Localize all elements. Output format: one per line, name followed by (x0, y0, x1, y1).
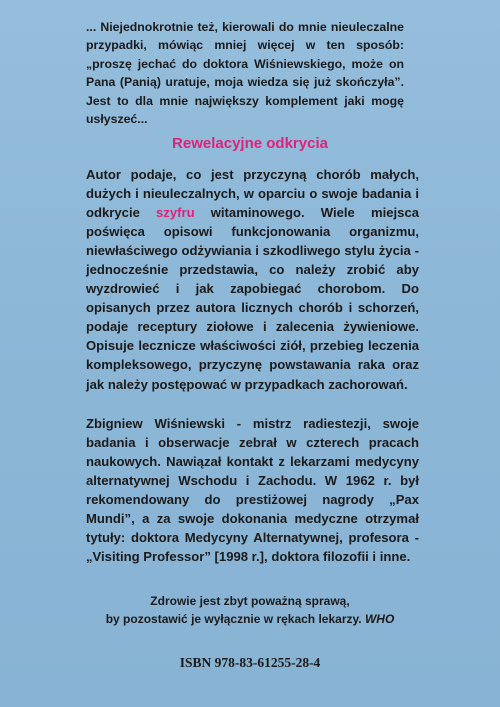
highlighted-word: szyfru (156, 205, 195, 221)
quote-text: ... Niejednokrotnie też, kierowali do mnie nieuleczalne przypadki, mówiąc mniej więcej w ten sposób: „proszę jechać do doktora Wiśniewskiego, może on Pana (Panią) uratuje, moja wiedza się już skończyła”. Jest to dla mnie największy komplement jaki mogę usłyszeć... (86, 20, 404, 127)
motto-line-2-text: by pozostawić je wyłącznie w rękach lekarzy. (105, 612, 362, 626)
motto-line-1: Zdrowie jest zbyt poważną sprawą, (150, 594, 350, 608)
quote-paragraph (86, 18, 404, 128)
author-bio-text: Zbigniew Wiśniewski - mistrz radiestezji, swoje badania i obserwacje zebrał w czterech pracach naukowych. Nawiązał kontakt z lekarzami medycyny alternatywnej Wschodu i Zachodu. W 1962 r. był rekomendowany do prestiżowej nagrody „Pax Mundi”, a za swoje dokonania medyczne otrzymał tytuły: doktora Medycyny Alternatywnej, profesora - „Visiting Professor” [1998 r.], doktora filozofii i inne. (86, 416, 419, 565)
section-heading: Rewelacyjne odkrycia (172, 135, 328, 152)
motto-author: WHO (364, 612, 395, 626)
description-text-end: witaminowego. Wiele miejsca poświęca opisowi funkcjonowania organizmu, niewłaściwego odżywiania i szkodliwego stylu życia - jednocześnie przedstawia, co należy zrobić aby wyzdrowieć i jak zapobiegać chorobom. Do opisanych przez autora licznych chorób i schorzeń, podaje receptury ziołowe i zalecenia żywieniowe. Opisuje lecznicze właściwości ziół, przebieg leczenia kompleksowego, przyczynę powstawania raka oraz jak należy postępować w przypadkach zachorowań. (86, 205, 420, 392)
description-text-start: Autor podaje, co jest przyczyną chorób małych, dużych i nieuleczalnych, w oparciu o swoje badania i odkrycie (86, 167, 419, 221)
motto-line-2 (0, 610, 500, 628)
motto (0, 592, 500, 628)
isbn-number: ISBN 978-83-61255-28-4 (179, 655, 321, 670)
description-paragraph (86, 165, 419, 394)
author-bio-paragraph (86, 414, 419, 566)
